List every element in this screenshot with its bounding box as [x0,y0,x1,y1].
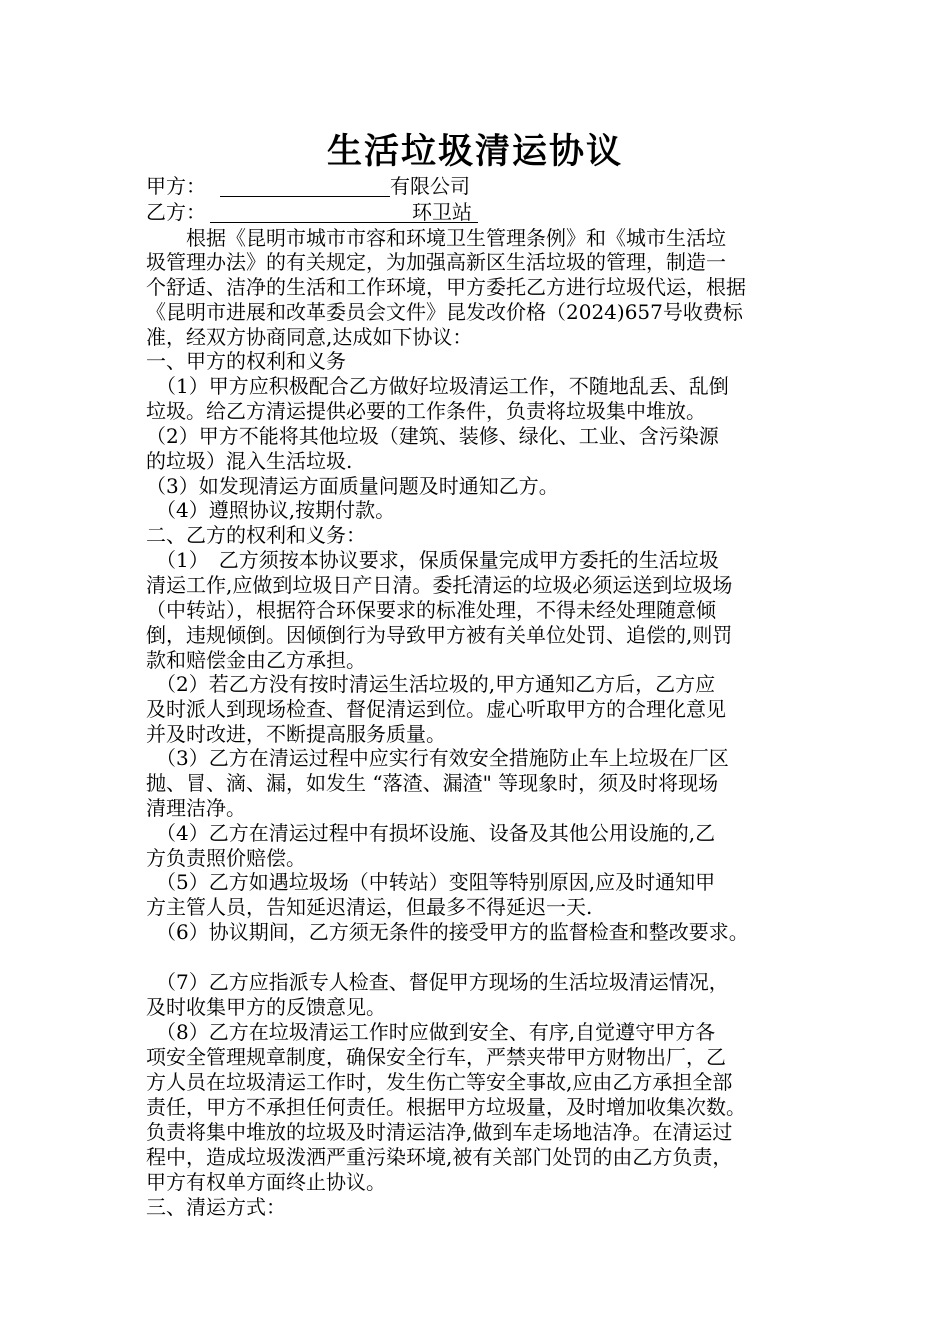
body-line: 方人员在垃圾清运工作时，发生伤亡等安全事故,应由乙方承担全部 [146,1070,733,1094]
body-line: 款和赔偿金由乙方承担。 [146,648,366,672]
body-line: 根据《昆明市城市市容和环境卫生管理条例》和《城市生活垃 [146,226,726,250]
body-line: 程中，造成垃圾泼洒严重污染环境,被有关部门处罚的由乙方负责， [146,1145,733,1169]
body-line: 倒，违规倾倒。因倾倒行为导致甲方被有关单位处罚、追偿的,则罚 [146,623,733,647]
body-line: （6）协议期间，乙方须无条件的接受甲方的监督检查和整改要求。 [146,920,749,944]
body-line: （2）甲方不能将其他垃圾（建筑、装修、绿化、工业、含污染源 [146,424,719,448]
body-line: 清理洁净。 [146,796,246,820]
body-line: 个舒适、洁净的生活和工作环境，甲方委托乙方进行垃圾代运，根据 [146,275,746,299]
page-title: 生活垃圾清运协议 [326,131,623,172]
body-line: 抛、冒、滴、漏，如发生 “落渣、漏渣" 等现象时，须及时将现场 [146,771,719,795]
body-line: （1） 乙方须按本协议要求，保质保量完成甲方委托的生活垃圾 [146,548,719,572]
body-line: （1）甲方应积极配合乙方做好垃圾清运工作，不随地乱丢、乱倒 [146,374,729,398]
body-line: 及时派人到现场检查、督促清运到位。虚心听取甲方的合理化意见 [146,697,726,721]
party-b-label: 乙方： [146,200,206,224]
party-a-line [146,174,836,199]
party-b-suffix: 环卫站 [412,200,472,224]
body-line: 甲方有权单方面终止协议。 [146,1170,386,1194]
body-line: 方主管人员，告知延迟清运，但最多不得延迟一天. [146,895,593,919]
body-line: 三、清运方式： [146,1195,286,1219]
body-line: 负责将集中堆放的垃圾及时清运洁净,做到车走场地洁净。在清运过 [146,1120,733,1144]
party-a-blank [220,196,390,197]
body-line: （3）如发现清运方面质量问题及时通知乙方。 [146,474,559,498]
body-line: （2）若乙方没有按时清运生活垃圾的,甲方通知乙方后，乙方应 [146,672,716,696]
body-line: （5）乙方如遇垃圾场（中转站）变阻等特别原因,应及时通知甲 [146,870,716,894]
body-line: 责任，甲方不承担任何责任。根据甲方垃圾量，及时增加收集次数。 [146,1095,746,1119]
body-line: （4）乙方在清运过程中有损坏设施、设备及其他公用设施的,乙 [146,821,716,845]
body-line: 圾管理办法》的有关规定，为加强高新区生活垃圾的管理，制造一 [146,250,726,274]
body-line: 方负责照价赔偿。 [146,846,306,870]
body-line: 垃圾。给乙方清运提供必要的工作条件，负责将垃圾集中堆放。 [146,399,706,423]
body-line: （7）乙方应指派专人检查、督促甲方现场的生活垃圾清运情况， [146,970,729,994]
body-line: 清运工作,应做到垃圾日产日清。委托清运的垃圾必须运送到垃圾场 [146,573,733,597]
body-line: 《昆明市进展和改革委员会文件》昆发改价格（2024)657号收费标 [146,300,743,324]
body-line: 准，经双方协商同意,达成如下协议： [146,325,473,349]
body-line: （8）乙方在垃圾清运工作时应做到安全、有序,自觉遵守甲方各 [146,1020,716,1044]
body-line: 二、乙方的权利和义务： [146,523,366,547]
party-b-line [146,200,836,225]
body-line: 一、甲方的权利和义务 [146,349,346,373]
party-a-suffix: 有限公司 [390,174,470,198]
body-line: （3）乙方在清运过程中应实行有效安全措施防止车上垃圾在厂区 [146,746,729,770]
body-line: 并及时改进，不断提高服务质量。 [146,722,446,746]
body-line: 项安全管理规章制度，确保安全行车，严禁夹带甲方财物出厂，乙 [146,1045,726,1069]
body-line: （中转站），根据符合环保要求的标准处理，不得未经处理随意倾 [146,598,716,622]
party-a-label: 甲方： [146,174,206,198]
body-line: 及时收集甲方的反馈意见。 [146,995,386,1019]
body-line: 的垃圾）混入生活垃圾. [146,449,353,473]
body-line: （4）遵照协议,按期付款。 [146,498,396,522]
